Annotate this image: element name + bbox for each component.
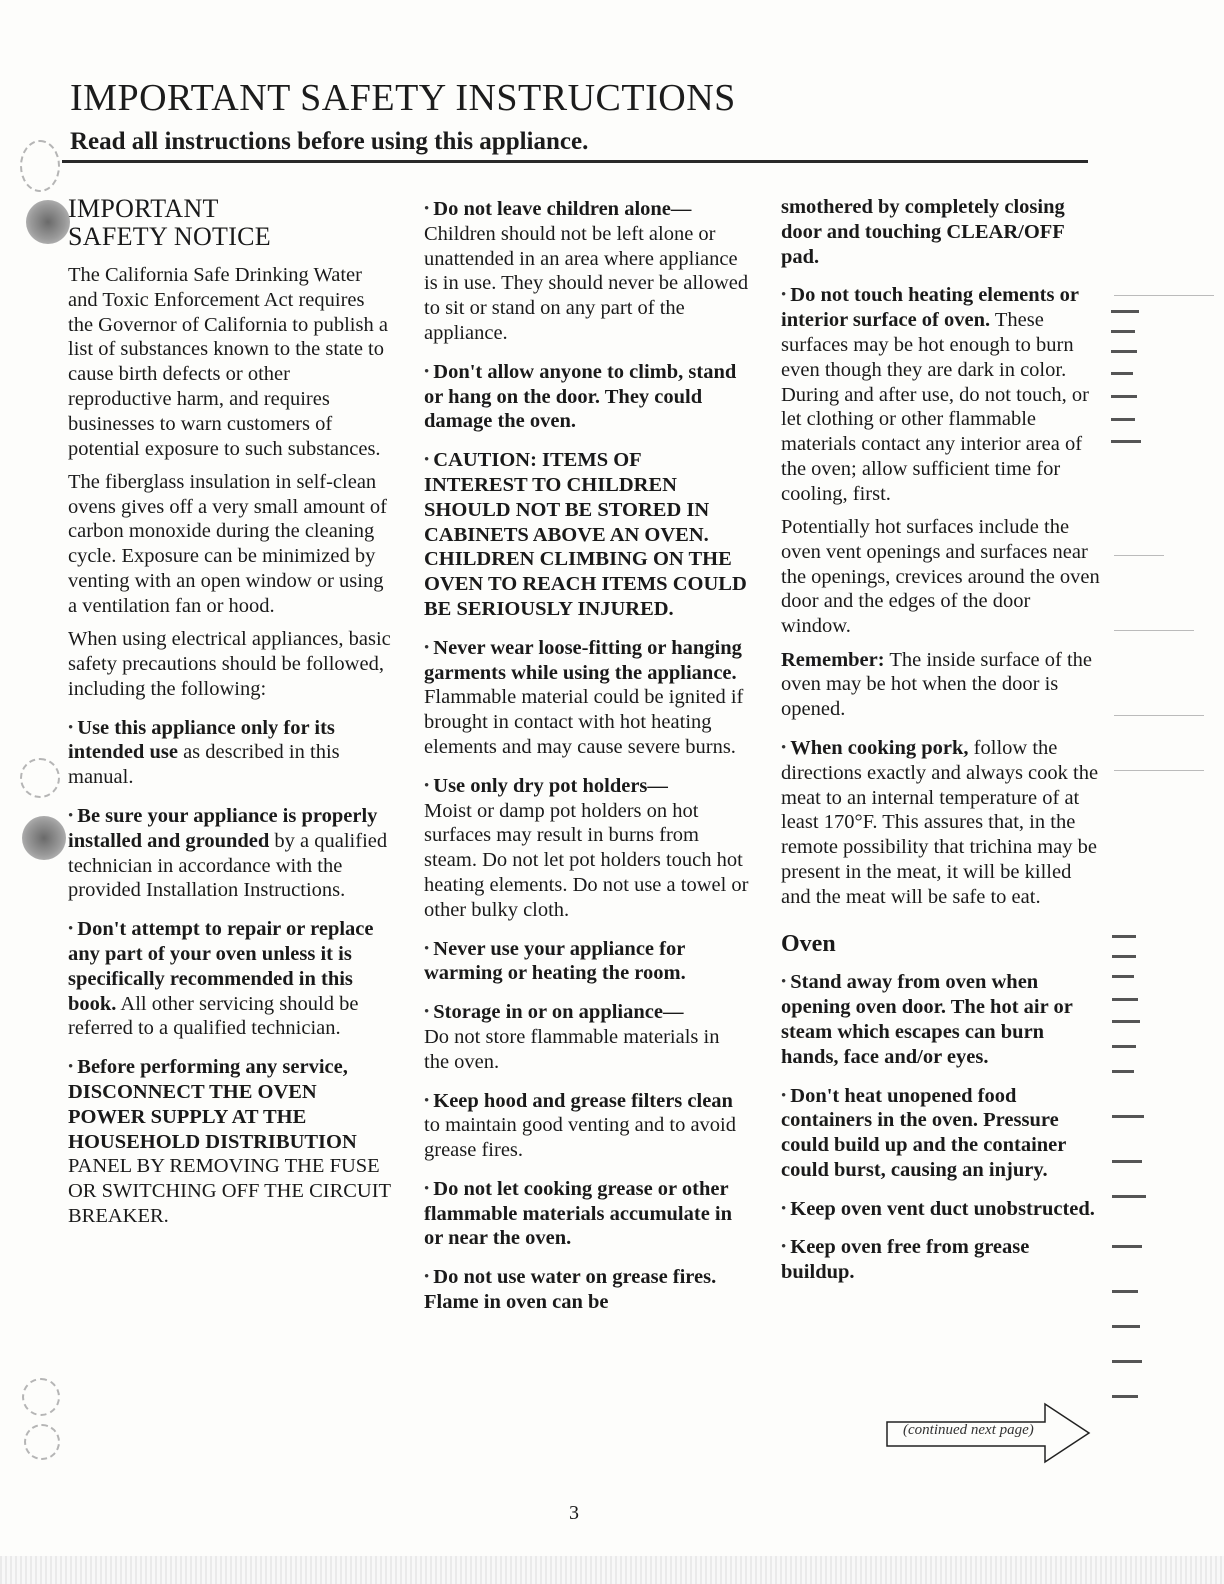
safety-item-bold: Do not leave children alone— bbox=[433, 198, 692, 220]
safety-item-bold: Keep oven vent duct unobstructed. bbox=[790, 1197, 1095, 1220]
bullet-icon: • bbox=[424, 1269, 430, 1286]
bullet-icon: • bbox=[424, 639, 430, 656]
scan-mark bbox=[1111, 372, 1133, 375]
bullet-icon: • bbox=[68, 1059, 74, 1076]
bullet-icon: • bbox=[424, 1092, 430, 1109]
safety-item-text: to maintain good venting and to avoid grease fires. bbox=[424, 1114, 737, 1162]
safety-item-bold: smothered by completely closing door and touching CLEAR/OFF pad. bbox=[781, 196, 1065, 268]
punch-hole-icon bbox=[20, 140, 60, 192]
scan-mark bbox=[1112, 1160, 1142, 1163]
bullet-icon: • bbox=[424, 201, 430, 217]
scan-mark bbox=[1112, 975, 1134, 978]
scan-mark bbox=[1111, 310, 1139, 313]
bullet-icon: • bbox=[424, 940, 430, 957]
punch-hole-icon bbox=[22, 816, 66, 860]
scan-mark bbox=[1112, 998, 1138, 1001]
notice-title-line-2: SAFETY NOTICE bbox=[68, 222, 271, 251]
notice-paragraph: The California Safe Drinking Water and Toxic Enforcement Act requires the Governor of California to publish a list of substances known to the state to cause birth defects or other reproductive harm, and requires businesses to warn customers of potential exposure to such substances. bbox=[68, 264, 388, 460]
safety-item-bold: Never use your appliance for warming or heating the room. bbox=[424, 937, 686, 985]
scan-bottom-artifact bbox=[0, 1556, 1224, 1584]
scan-mark bbox=[1112, 1245, 1142, 1248]
safety-item-bold: Do not touch heating elements or interior surface of oven. bbox=[781, 284, 1079, 332]
safety-item-text: PANEL BY REMOVING THE FUSE OR SWITCHING OFF THE CIRCUIT BREAKER. bbox=[68, 1155, 391, 1227]
safety-item bbox=[424, 1000, 749, 1074]
scan-line bbox=[1114, 295, 1214, 296]
safety-item-continued bbox=[781, 195, 1101, 269]
safety-item-bold: When cooking pork, bbox=[790, 736, 969, 759]
scan-mark bbox=[1112, 1195, 1146, 1198]
safety-item-bold: Storage in or on appliance— bbox=[433, 1001, 684, 1024]
notice-title-line-1: IMPORTANT bbox=[68, 194, 219, 223]
safety-item-bold: CAUTION: ITEMS OF INTEREST TO CHILDREN SHOULD NOT BE STORED IN CABINETS ABOVE AN OVEN. CHILDREN CLIMBING ON THE OVEN TO REACH ITEMS COULD BE SERIOUSLY INJURED. bbox=[424, 449, 747, 620]
safety-item-text: Moist or damp pot holders on hot surfaces may result in burns from steam. Do not let pot holders touch hot heating elements. Do not use a towel or other bulky cloth. bbox=[424, 799, 749, 921]
bullet-icon: • bbox=[424, 1180, 430, 1197]
punch-hole-icon bbox=[20, 758, 60, 798]
safety-item-bold: Do not let cooking grease or other flammable materials accumulate in or near the oven. bbox=[424, 1177, 733, 1250]
safety-item-bold: Stand away from oven when opening oven door. The hot air or steam which escapes can burn hands, face and/or eyes. bbox=[781, 971, 1073, 1068]
safety-item bbox=[781, 970, 1101, 1069]
safety-item-bold: Do not use water on grease fires. Flame in oven can be bbox=[424, 1266, 717, 1314]
safety-item-bold: Use this appliance only for its intended use bbox=[68, 716, 335, 764]
scan-mark bbox=[1112, 955, 1136, 958]
page-subtitle: Read all instructions before using this appliance. bbox=[70, 128, 589, 155]
safety-item bbox=[781, 283, 1101, 506]
scan-mark bbox=[1112, 1290, 1138, 1293]
bullet-icon: • bbox=[424, 777, 430, 794]
scan-mark bbox=[1112, 1115, 1144, 1118]
scan-mark bbox=[1112, 1045, 1136, 1048]
notice-paragraph: The fiberglass insulation in self-clean ovens gives off a very small amount of carbon monoxide during the cleaning cycle. Exposure can be minimized by venting with an open window or using a ventilation fan or hood. bbox=[68, 470, 388, 617]
safety-item-text: These surfaces may be hot enough to burn even though they are dark in color. During and after use, do not touch, or let clothing or other flammable materials contact any interior area of the oven; allow sufficient time for cooling, first. bbox=[781, 309, 1089, 505]
bullet-icon: • bbox=[781, 974, 787, 991]
safety-item bbox=[68, 804, 393, 903]
scan-edge-artifacts bbox=[1104, 0, 1224, 1584]
section-heading-oven: Oven bbox=[781, 930, 836, 957]
safety-item bbox=[424, 1089, 749, 1163]
safety-item-bold: Don't allow anyone to climb, stand or hang on the door. They could damage the oven. bbox=[424, 360, 737, 433]
safety-item-bold: Use only dry pot holders— bbox=[433, 774, 668, 797]
safety-item bbox=[424, 937, 749, 987]
safety-item bbox=[424, 197, 749, 346]
column-3 bbox=[781, 195, 1101, 1294]
safety-item-text: Flammable material could be ignited if brought in contact with hot heating elements and may cause severe burns. bbox=[424, 686, 744, 758]
safety-item-text: Children should not be left alone or unattended in an area where appliance is in use. They should never be allowed to sit or stand on any part of the appliance. bbox=[424, 222, 749, 344]
scan-line bbox=[1114, 555, 1164, 556]
safety-item bbox=[781, 1197, 1101, 1222]
safety-item-bold: Don't attempt to repair or replace any part of your oven unless it is specifically recommended in this book. bbox=[68, 918, 374, 1015]
safety-item-text: Do not store flammable materials in the oven. bbox=[424, 1025, 720, 1073]
bullet-icon: • bbox=[68, 807, 74, 824]
column-2 bbox=[424, 197, 749, 1323]
scan-line bbox=[1114, 770, 1204, 771]
safety-item bbox=[424, 448, 749, 622]
scan-mark bbox=[1112, 1395, 1138, 1398]
remember-text: The inside surface of the oven may be hot when the door is opened. bbox=[781, 648, 1092, 721]
safety-item bbox=[424, 1177, 749, 1251]
page-title: IMPORTANT SAFETY INSTRUCTIONS bbox=[70, 77, 736, 119]
safety-item-text: by a qualified technician in accordance with the provided Installation Instructions. bbox=[68, 829, 388, 902]
header-rule bbox=[62, 160, 1088, 163]
safety-item bbox=[424, 1265, 749, 1315]
safety-item-bold: Before performing any service, DISCONNECT THE OVEN POWER SUPPLY AT THE HOUSEHOLD DISTRIBUTION bbox=[68, 1056, 357, 1153]
remember-label: Remember: bbox=[781, 648, 885, 671]
scan-mark bbox=[1111, 350, 1137, 353]
scan-mark bbox=[1111, 395, 1137, 398]
scan-line bbox=[1114, 715, 1204, 716]
safety-item-text: follow the directions exactly and always cook the meat to an internal temperature of at least 170°F. This assures that, in the remote possibility that trichina may be present in the meat, it will be killed and the meat will be safe to eat. bbox=[781, 736, 1099, 908]
hot-surfaces-paragraph: Potentially hot surfaces include the oven vent openings and surfaces near the openings, crevices around the oven door and the edges of the door window. bbox=[781, 516, 1100, 638]
safety-item-bold: Never wear loose-fitting or hanging garments while using the appliance. bbox=[424, 636, 742, 684]
safety-item bbox=[68, 716, 393, 790]
bullet-icon: • bbox=[424, 1004, 430, 1021]
scan-mark bbox=[1111, 418, 1135, 421]
punch-hole-icon bbox=[22, 1378, 60, 1416]
safety-item-bold: Be sure your appliance is properly installed and grounded bbox=[68, 804, 378, 852]
scan-line bbox=[1114, 630, 1194, 631]
bullet-icon: • bbox=[68, 719, 74, 736]
bullet-icon: • bbox=[424, 363, 430, 380]
continued-label: (continued next page) bbox=[903, 1422, 1034, 1438]
scan-mark bbox=[1112, 1020, 1140, 1023]
safety-item bbox=[781, 1084, 1101, 1183]
safety-item-bold: Don't heat unopened food containers in the oven. Pressure could build up and the container could burst, causing an injury. bbox=[781, 1084, 1066, 1181]
punch-hole-icon bbox=[26, 200, 70, 244]
safety-item-text: as described in this manual. bbox=[68, 741, 340, 789]
bullet-icon: • bbox=[781, 1239, 787, 1256]
notice-paragraph: When using electrical appliances, basic safety precautions should be followed, including the following: bbox=[68, 628, 391, 700]
bullet-icon: • bbox=[781, 1087, 787, 1104]
continued-next-page bbox=[885, 1402, 1095, 1464]
safety-item bbox=[781, 736, 1101, 910]
safety-item bbox=[68, 917, 393, 1041]
safety-item-bold: Keep hood and grease filters clean bbox=[433, 1089, 733, 1112]
notice-title bbox=[68, 195, 393, 251]
remember-note bbox=[781, 648, 1101, 722]
safety-item-text: All other servicing should be referred to a qualified technician. bbox=[68, 992, 359, 1040]
scan-mark bbox=[1111, 330, 1135, 333]
bullet-icon: • bbox=[781, 1200, 787, 1217]
page-number: 3 bbox=[569, 1502, 579, 1524]
safety-item bbox=[781, 1235, 1101, 1285]
bullet-icon: • bbox=[424, 452, 430, 469]
safety-item bbox=[424, 360, 749, 434]
scan-mark bbox=[1112, 1325, 1140, 1328]
scan-mark bbox=[1112, 1070, 1134, 1073]
bullet-icon: • bbox=[781, 287, 787, 304]
scan-mark bbox=[1112, 935, 1136, 938]
safety-item-bold: Keep oven free from grease buildup. bbox=[781, 1236, 1030, 1284]
safety-item bbox=[424, 774, 749, 923]
bullet-icon: • bbox=[781, 739, 787, 756]
scan-mark bbox=[1111, 440, 1141, 443]
safety-item bbox=[68, 1055, 393, 1229]
bullet-icon: • bbox=[68, 921, 74, 938]
safety-item bbox=[424, 636, 749, 760]
punch-hole-icon bbox=[24, 1424, 60, 1460]
scan-mark bbox=[1112, 1360, 1142, 1363]
column-1 bbox=[68, 195, 393, 1237]
